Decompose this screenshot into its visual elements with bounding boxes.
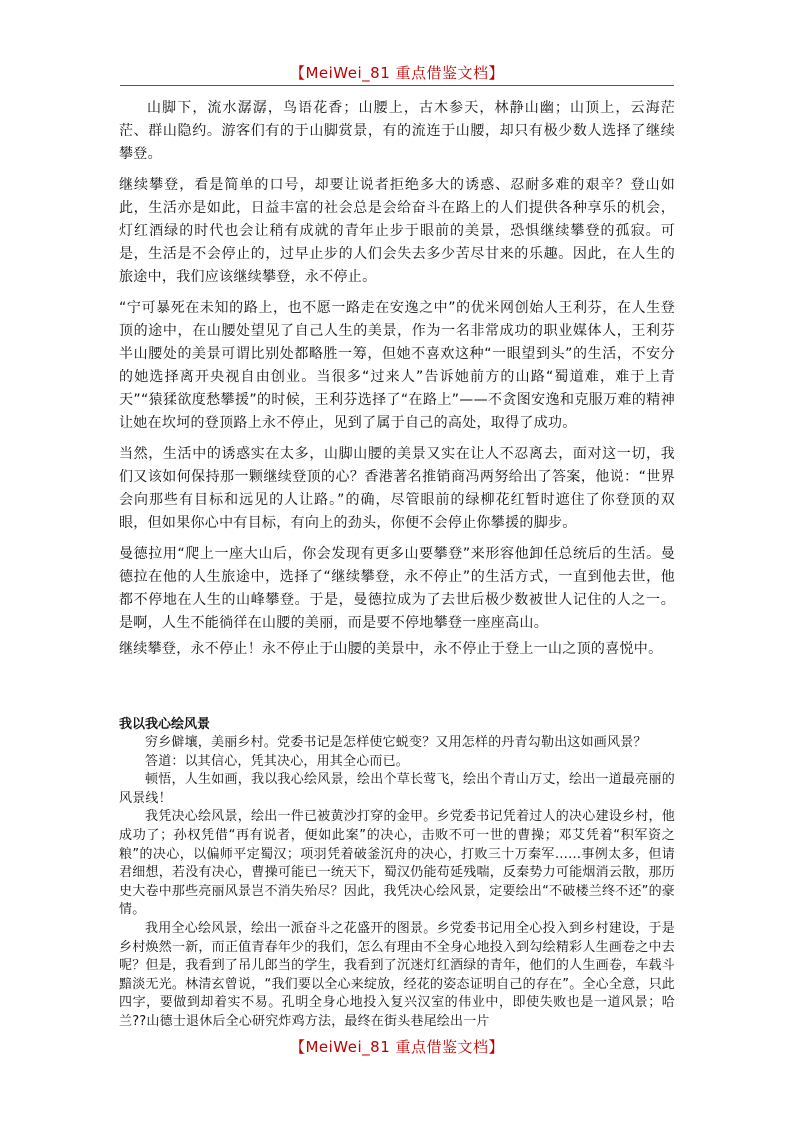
paragraph: 当然，生活中的诱惑实在太多，山脚山腰的美景又实在让人不忍离去，面对这一切，我们又该如何保持那一颗继续登顶的心？香港著名推销商冯两努给出了答案，他说：“世界会向那些有目标和远见的人让路。”的确，尽管眼前的绿柳花红暂时遮住了你登顶的双眼，但如果你心中有目标，有向上的劲头，你便不会停止你攀援的脚步。: [119, 446, 675, 531]
header-divider: [120, 85, 674, 86]
page-footer: 【MeiWei_81 重点借鉴文档】: [289, 1038, 505, 1056]
essay-two: [119, 716, 675, 1032]
paragraph: 继续攀登，永不停止！永不停止于山腰的美景中，永不停止于登上一山之顶的喜悦中。: [119, 641, 663, 657]
essay-title: 我以我心绘风景: [119, 717, 211, 732]
page-header: 【MeiWei_81 重点借鉴文档】: [289, 64, 505, 82]
essay-one: [119, 97, 675, 669]
paragraph: 我凭决心绘风景，绘出一件已被黄沙打穿的金甲。乡党委书记凭着过人的决心建设乡村，他成功了；孙权凭借“再有说者，便如此案”的决心，击败不可一世的曹操；邓艾凭着“积军资之粮”的决心，以偏师平定蜀汉；项羽凭着破釜沉舟的决心，打败三十万秦军……事例太多，但请君细想，若没有决心，曹操可能已一统天下，蜀汉仍能苟延残喘，反秦势力可能烟消云散，那历史大卷中那些亮丽风景岂不消失殆尽？因此，我凭决心绘风景，定要绘出“不破楼兰终不还”的豪情。: [119, 809, 675, 918]
paragraph: 山脚下，流水潺潺，鸟语花香；山腰上，古木参天，林静山幽；山顶上，云海茫茫、群山隐约。游客们有的于山脚赏景，有的流连于山腰，却只有极少数人选择了继续攀登。: [119, 100, 675, 162]
paragraph: 穷乡僻壤，美丽乡村。党委书记是怎样使它蜕变？又用怎样的丹青勾勒出这如画风景？: [145, 735, 647, 750]
paragraph: 曼德拉用“爬上一座大山后，你会发现有更多山要攀登”来形容他卸任总统后的生活。曼德拉在他的人生旅途中，选择了“继续攀登，永不停止”的生活方式，一直到他去世，他都不停地在人生的山峰攀登。于是，曼德拉成为了去世后极少数被世人记住的人之一。是啊，人生不能徜徉在山腰的美丽，而是要不停地攀登一座座高山。: [119, 546, 675, 631]
paragraph: 答道：以其信心，凭其决心，用其全心而已。: [145, 753, 410, 769]
paragraph: 顿悟，人生如画，我以我心绘风景，绘出个草长莺飞，绘出个青山万丈，绘出一道最亮丽的风景线！: [119, 772, 675, 806]
paragraph: 继续攀登，看是简单的口号，却要让说者拒绝多大的诱惑、忍耐多难的艰辛？登山如此，生活亦是如此，日益丰富的社会总是会给奋斗在路上的人们提供各种享乐的机会，灯红酒绿的时代也会让稍有成就的青年止步于眼前的美景，恐惧继续攀登的孤寂。可是，生活是不会停止的，过早止步的人们会失去多少苦尽甘来的乐趣。因此，在人生的旅途中，我们应该继续攀登，永不停止。: [119, 177, 675, 285]
paragraph: “宁可暴死在未知的路上，也不愿一路走在安逸之中”的优米网创始人王利芬，在人生登顶的途中，在山腰处望见了自己人生的美景，作为一名非常成功的职业媒体人，王利芬半山腰处的美景可谓比别处都略胜一筹，但她不喜欢这种“一眼望到头”的生活，不安分的她选择离开央视自由创业。当很多“过来人”告诉她前方的山路“蜀道难，难于上青天”“猿猱欲度愁攀援”的时候，王利芬选择了“在路上”——不贪图安逸和克服万难的精神让她在坎坷的登顶路上永不停止，见到了属于自己的高处，取得了成功。: [119, 300, 675, 431]
paragraph: 我用全心绘风景，绘出一派奋斗之花盛开的图景。乡党委书记用全心投入到乡村建设，于是乡村焕然一新，而正值青春年少的我们，怎么有理由不全身心地投入到勾绘精彩人生画卷之中去呢？但是，我看到了吊儿郎当的学生，我看到了沉迷灯红酒绿的青年，他们的人生画卷，车载斗黯淡无光。林清玄曾说，“我们要以全心来绽放，经花的姿态证明自己的存在”。全心全意，只此四字，要做到却着实不易。孔明全身心地投入复兴汉室的伟业中，即使失败也是一道风景；哈兰??山德士退休后全心研究炸鸡方法，最终在街头巷尾绘出一片: [119, 920, 675, 1029]
